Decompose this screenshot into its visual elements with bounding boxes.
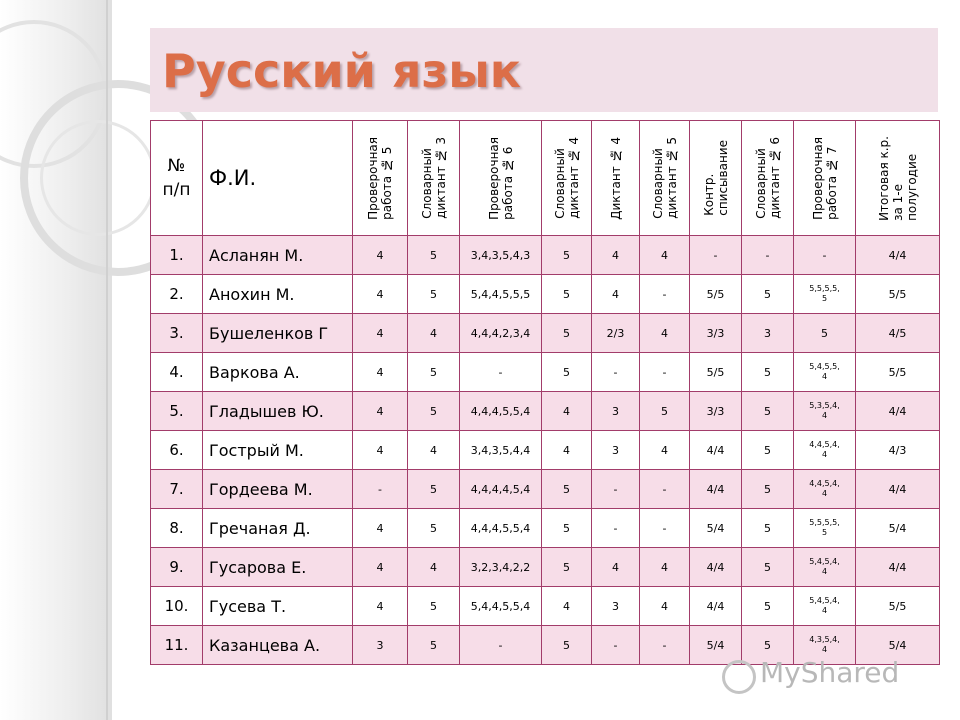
- grade-cell: 4,4,4,5,5,4: [460, 392, 542, 431]
- grade-cell: 5: [408, 392, 460, 431]
- student-name: Гречаная Д.: [203, 509, 353, 548]
- grade-cell: -: [460, 626, 542, 665]
- header-cell: Проверочная работа № 7: [794, 121, 856, 236]
- row-number: 1.: [151, 236, 203, 275]
- grade-cell: 4: [542, 392, 592, 431]
- side-divider: [106, 0, 108, 720]
- header-cell: Проверочная работа № 6: [460, 121, 542, 236]
- grade-cell: 5/5: [856, 587, 940, 626]
- header-cell: Итоговая к.р. за 1-е полугодие: [856, 121, 940, 236]
- grade-cell: 3: [742, 314, 794, 353]
- row-number: 11.: [151, 626, 203, 665]
- grade-cell: -: [353, 470, 408, 509]
- row-number: 5.: [151, 392, 203, 431]
- grade-cell: -: [640, 275, 690, 314]
- grade-cell: 4: [640, 548, 690, 587]
- grade-cell: 5,4,5,5, 4: [794, 353, 856, 392]
- grade-cell: 3: [353, 626, 408, 665]
- grade-cell: 4: [640, 431, 690, 470]
- grade-cell: 3,2,3,4,2,2: [460, 548, 542, 587]
- grade-cell: 4: [592, 236, 640, 275]
- grade-cell: 4: [408, 314, 460, 353]
- grade-cell: -: [592, 509, 640, 548]
- student-name: Бушеленков Г: [203, 314, 353, 353]
- student-name: Гострый М.: [203, 431, 353, 470]
- student-name: Казанцева А.: [203, 626, 353, 665]
- grade-cell: 5/5: [856, 275, 940, 314]
- student-name: Гладышев Ю.: [203, 392, 353, 431]
- watermark: MyShared: [760, 656, 900, 689]
- student-name: Гусева Т.: [203, 587, 353, 626]
- grade-cell: 5/4: [856, 626, 940, 665]
- header-number: № п/п: [151, 121, 203, 236]
- table-row: [151, 353, 940, 392]
- row-number: 2.: [151, 275, 203, 314]
- grade-cell: 5: [408, 236, 460, 275]
- grade-cell: 4: [353, 509, 408, 548]
- decorative-ring-icon: [40, 120, 156, 236]
- row-number: 10.: [151, 587, 203, 626]
- grade-cell: -: [640, 509, 690, 548]
- grade-cell: 5,4,4,5,5,5: [460, 275, 542, 314]
- grade-cell: 5/4: [690, 509, 742, 548]
- grade-cell: 5: [742, 392, 794, 431]
- grade-cell: -: [460, 353, 542, 392]
- grade-cell: 4/4: [690, 431, 742, 470]
- grade-cell: 5: [742, 275, 794, 314]
- grade-cell: 5: [408, 509, 460, 548]
- grade-cell: -: [640, 353, 690, 392]
- student-name: Асланян М.: [203, 236, 353, 275]
- student-name: Гордеева М.: [203, 470, 353, 509]
- grade-cell: 4: [542, 431, 592, 470]
- grade-cell: -: [592, 470, 640, 509]
- grade-cell: 3: [592, 587, 640, 626]
- grade-cell: 5,4,5,4, 4: [794, 548, 856, 587]
- grade-cell: 5/4: [690, 626, 742, 665]
- student-name: Варкова А.: [203, 353, 353, 392]
- table-row: [151, 509, 940, 548]
- header-cell: Диктант № 4: [592, 121, 640, 236]
- grade-cell: 5: [542, 509, 592, 548]
- row-number: 3.: [151, 314, 203, 353]
- grade-cell: 5: [542, 470, 592, 509]
- grade-cell: 5: [542, 275, 592, 314]
- table-row: [151, 587, 940, 626]
- grade-cell: 4: [353, 314, 408, 353]
- grade-cell: 4: [640, 236, 690, 275]
- table-row: [151, 470, 940, 509]
- header-cell: Словарный диктант № 4: [542, 121, 592, 236]
- grade-cell: 4: [353, 431, 408, 470]
- grade-cell: 4: [353, 353, 408, 392]
- grade-cell: 4/4: [690, 587, 742, 626]
- table-header-row: [151, 121, 940, 236]
- grade-cell: 5: [542, 353, 592, 392]
- header-name: Ф.И.: [203, 121, 353, 236]
- header-cell: Словарный диктант № 5: [640, 121, 690, 236]
- table-row: [151, 392, 940, 431]
- table-row: [151, 236, 940, 275]
- grade-cell: 4/3: [856, 431, 940, 470]
- grade-cell: 4,4,5,4, 4: [794, 470, 856, 509]
- grade-cell: 4: [542, 587, 592, 626]
- grade-cell: 4,4,5,4, 4: [794, 431, 856, 470]
- table-row: [151, 314, 940, 353]
- grade-cell: 4/4: [856, 548, 940, 587]
- grade-cell: 5: [742, 626, 794, 665]
- grade-cell: 5/5: [856, 353, 940, 392]
- grade-cell: 5: [742, 470, 794, 509]
- grade-cell: 5: [742, 353, 794, 392]
- grade-cell: 5: [408, 353, 460, 392]
- grade-cell: 5,5,5,5, 5: [794, 509, 856, 548]
- grade-cell: 4,4,4,2,3,4: [460, 314, 542, 353]
- grade-cell: 3/3: [690, 314, 742, 353]
- row-number: 6.: [151, 431, 203, 470]
- table-row: [151, 431, 940, 470]
- grade-cell: 5/5: [690, 275, 742, 314]
- grade-cell: 4/5: [856, 314, 940, 353]
- grade-cell: 3: [592, 431, 640, 470]
- header-cell: Контр. списывание: [690, 121, 742, 236]
- grade-cell: 5: [408, 626, 460, 665]
- grade-cell: 4,4,4,4,5,4: [460, 470, 542, 509]
- grade-cell: 5: [542, 626, 592, 665]
- grades-table: [150, 120, 940, 665]
- grade-cell: -: [592, 353, 640, 392]
- grade-cell: 5: [742, 548, 794, 587]
- grade-cell: 4: [640, 587, 690, 626]
- grade-cell: 5: [408, 470, 460, 509]
- grade-cell: 4: [353, 587, 408, 626]
- row-number: 7.: [151, 470, 203, 509]
- header-cell: Словарный диктант № 6: [742, 121, 794, 236]
- grade-cell: 4: [640, 314, 690, 353]
- grade-cell: 5: [542, 548, 592, 587]
- grade-cell: 4/4: [856, 392, 940, 431]
- grade-cell: 4/4: [690, 548, 742, 587]
- grade-cell: -: [640, 470, 690, 509]
- grade-cell: 5/5: [690, 353, 742, 392]
- header-cell: Проверочная работа № 5: [353, 121, 408, 236]
- grade-cell: 4/4: [856, 470, 940, 509]
- table-row: [151, 548, 940, 587]
- grade-cell: -: [794, 236, 856, 275]
- row-number: 9.: [151, 548, 203, 587]
- grade-cell: 4: [592, 548, 640, 587]
- slide-title: Русский язык: [162, 44, 522, 98]
- grade-cell: 3: [592, 392, 640, 431]
- grade-cell: 4: [353, 236, 408, 275]
- grade-cell: 4/4: [856, 236, 940, 275]
- grade-cell: 5: [794, 314, 856, 353]
- grade-cell: 5,4,4,5,5,4: [460, 587, 542, 626]
- grade-cell: -: [592, 626, 640, 665]
- grade-cell: 4/4: [690, 470, 742, 509]
- grade-cell: -: [640, 626, 690, 665]
- grade-cell: 4,3,5,4, 4: [794, 626, 856, 665]
- grade-cell: 5: [742, 587, 794, 626]
- student-name: Анохин М.: [203, 275, 353, 314]
- grade-cell: 5: [640, 392, 690, 431]
- grade-cell: 5,4,5,4, 4: [794, 587, 856, 626]
- grade-cell: 4,4,4,5,5,4: [460, 509, 542, 548]
- grade-cell: 4: [353, 548, 408, 587]
- grade-cell: 5: [542, 236, 592, 275]
- grade-cell: 5,3,5,4, 4: [794, 392, 856, 431]
- grade-cell: 4: [408, 431, 460, 470]
- grade-cell: 3/3: [690, 392, 742, 431]
- grade-cell: 5: [542, 314, 592, 353]
- grade-cell: 4: [353, 392, 408, 431]
- grade-cell: 4: [408, 548, 460, 587]
- watermark-logo-icon: [722, 660, 756, 694]
- grade-cell: -: [742, 236, 794, 275]
- row-number: 4.: [151, 353, 203, 392]
- grade-cell: 5: [408, 587, 460, 626]
- student-name: Гусарова Е.: [203, 548, 353, 587]
- grade-cell: 5: [408, 275, 460, 314]
- table-row: [151, 275, 940, 314]
- grade-cell: 4: [592, 275, 640, 314]
- grade-cell: 4: [353, 275, 408, 314]
- header-cell: Словарный диктант № 3: [408, 121, 460, 236]
- row-number: 8.: [151, 509, 203, 548]
- grade-cell: 5: [742, 509, 794, 548]
- grade-cell: 3,4,3,5,4,3: [460, 236, 542, 275]
- grade-cell: 2/3: [592, 314, 640, 353]
- grade-cell: 5: [742, 431, 794, 470]
- grade-cell: 3,4,3,5,4,4: [460, 431, 542, 470]
- grade-cell: 5/4: [856, 509, 940, 548]
- grade-cell: -: [690, 236, 742, 275]
- grade-cell: 5,5,5,5, 5: [794, 275, 856, 314]
